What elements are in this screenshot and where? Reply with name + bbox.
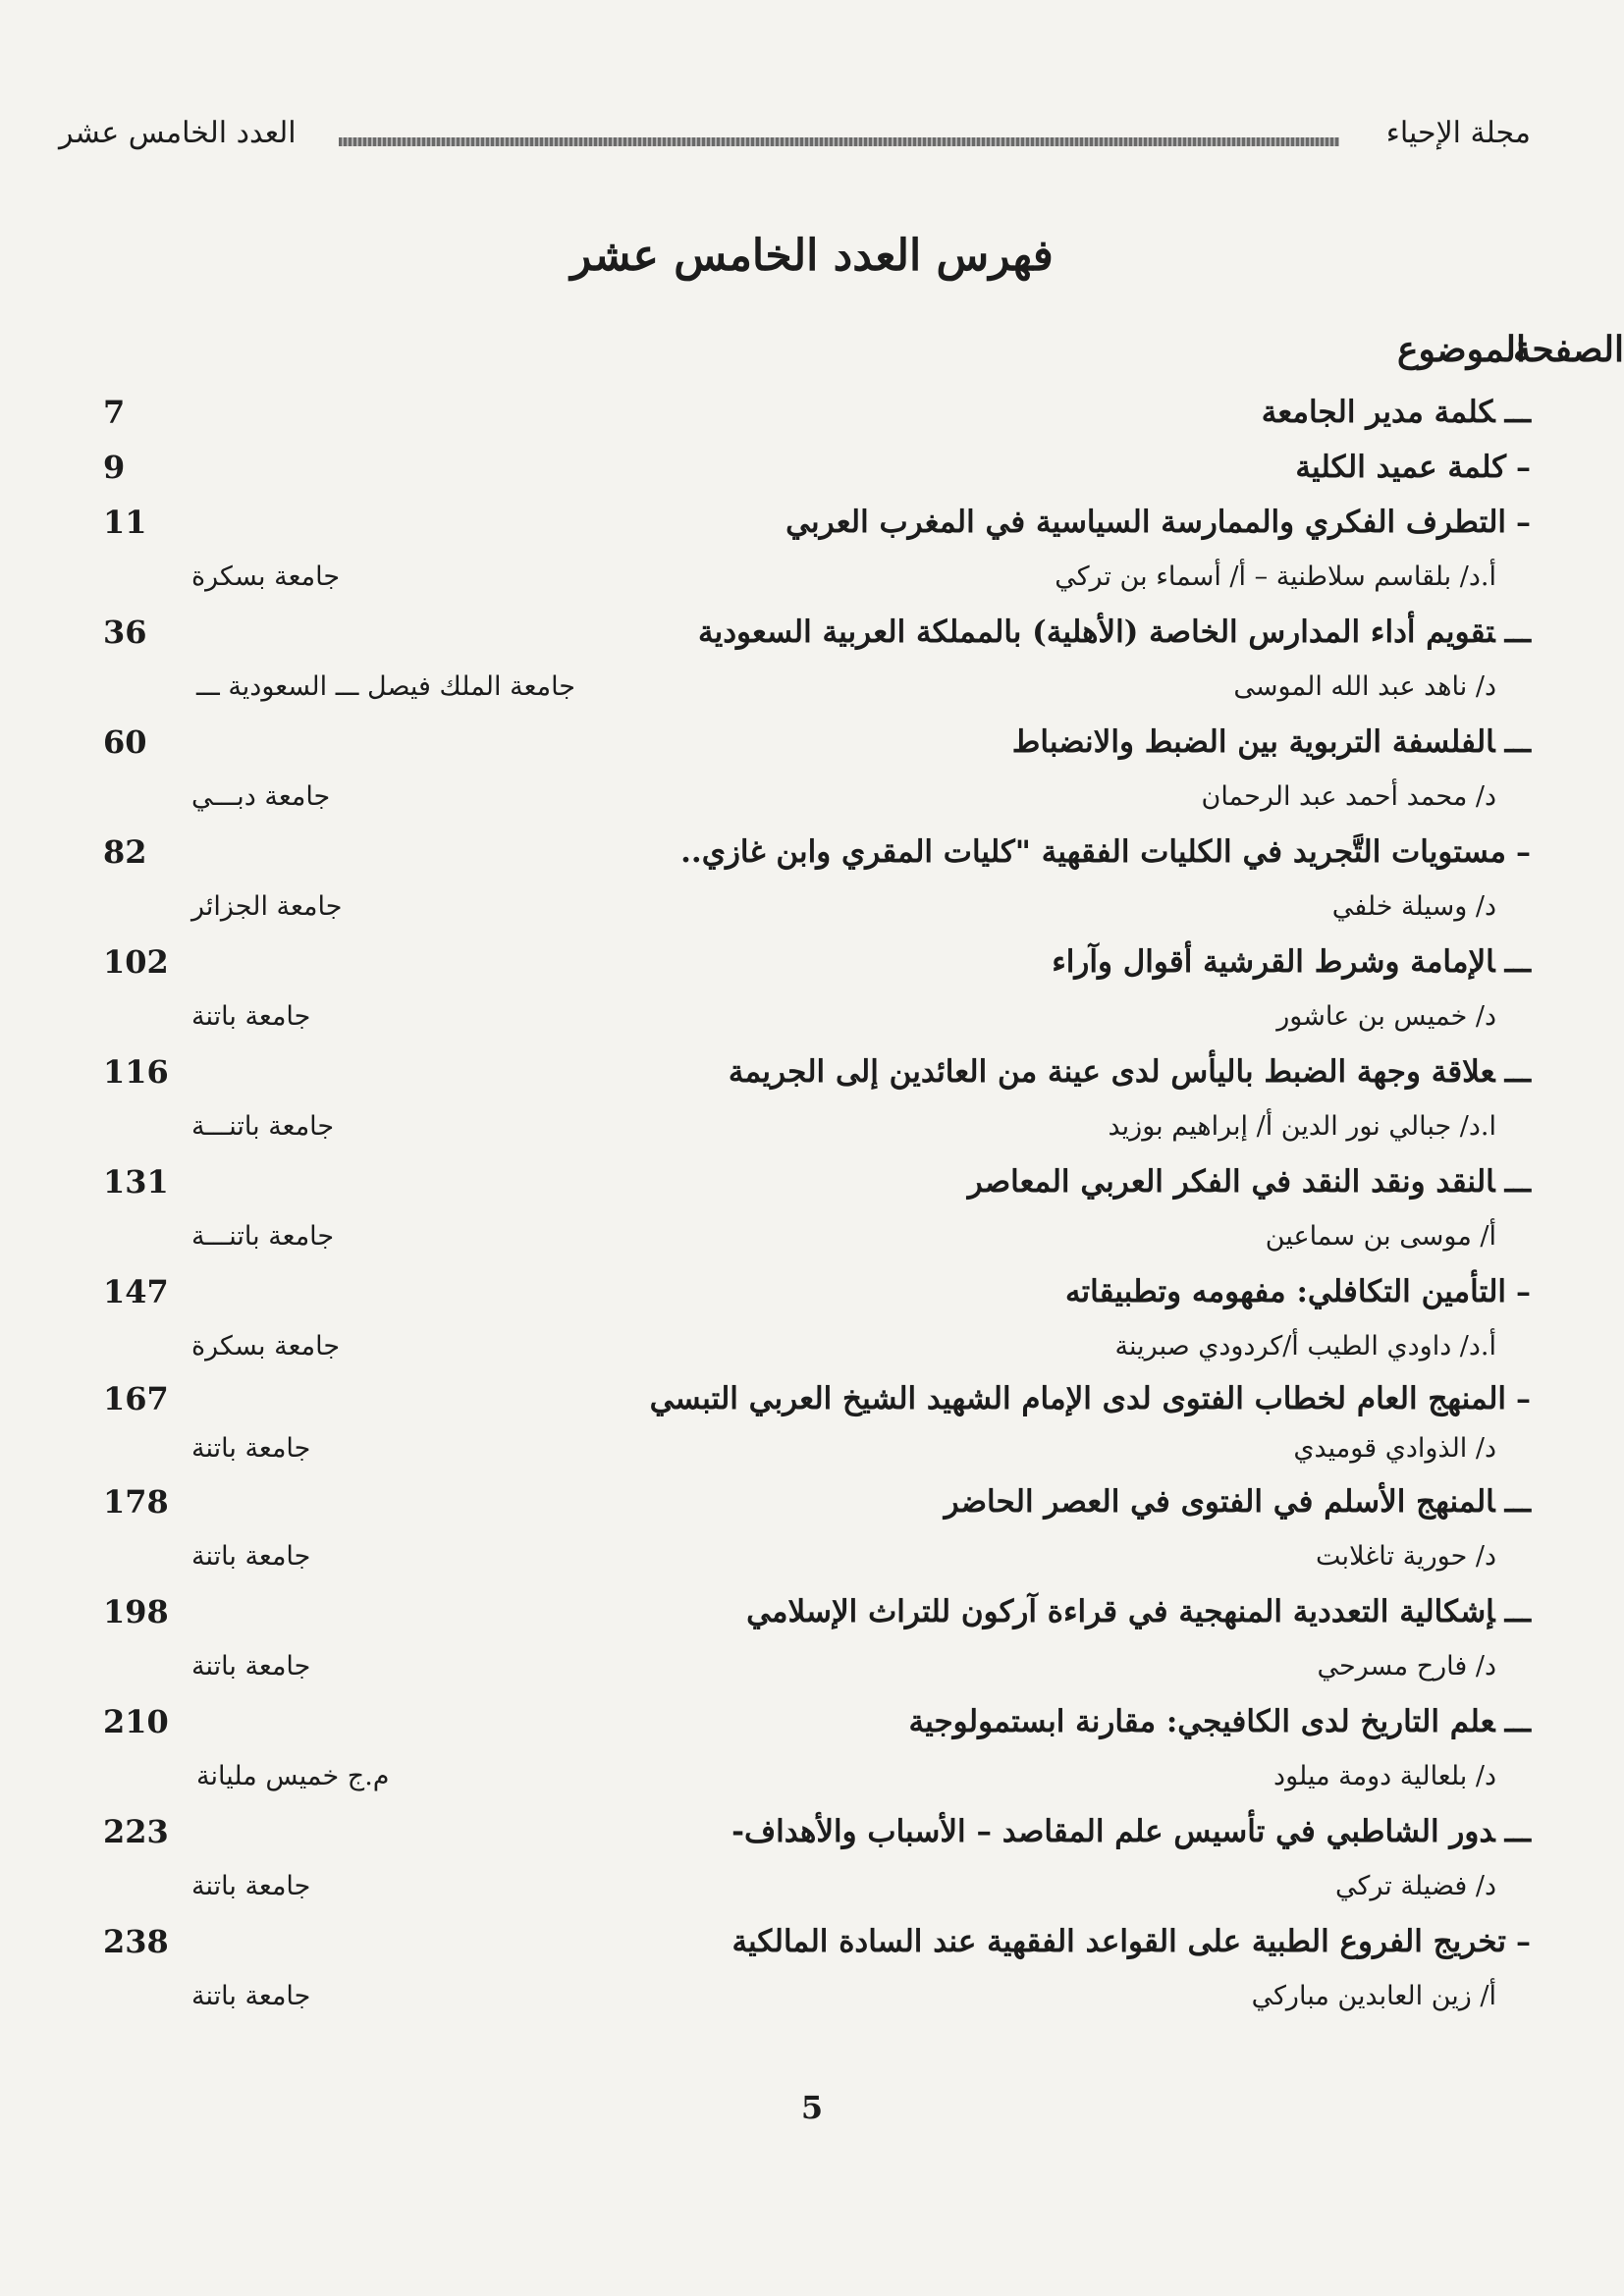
toc-entry: ـــدور الشاطبي في تأسيس علم المقاصد – الأسباب والأهداف- 223 د/ فضيلة تركي جامعة باتنة — [59, 1804, 1531, 1914]
entry-title: دور الشاطبي في تأسيس علم المقاصد – الأسباب والأهداف- — [731, 1814, 1495, 1849]
entry-page: 223 — [103, 1813, 169, 1850]
entry-authors: د/ خميس بن عاشور — [1276, 1001, 1496, 1032]
entry-title: التطرف الفكري والممارسة السياسية في المغرب العربي — [785, 505, 1506, 540]
running-header — [59, 116, 1531, 165]
entry-authors: د/ ناهد عبد الله الموسى — [1233, 671, 1496, 702]
entry-affiliation: جامعة باتنة — [191, 1651, 311, 1682]
entry-page: 131 — [103, 1163, 169, 1201]
entry-authors: د/ وسيلة خلفي — [1331, 891, 1496, 922]
page-title: فهرس العدد الخامس عشر — [570, 231, 1054, 281]
entry-title: علم التاريخ لدى الكافيجي: مقارنة ابستمولوجية — [908, 1704, 1495, 1739]
header-rule — [339, 137, 1339, 146]
toc-entry: –التأمين التكافلي: مفهومه وتطبيقاته 147 أ.د/ داودي الطيب أ/كردودي صبرينة جامعة بسكرة — [59, 1264, 1531, 1374]
entry-page: 238 — [103, 1923, 169, 1960]
toc-entry: ـــعلم التاريخ لدى الكافيجي: مقارنة ابستمولوجية 210 د/ بلعالية دومة ميلود م.ج خميس مليانة — [59, 1694, 1531, 1804]
toc-entry: ـــالمنهج الأسلم في الفتوى في العصر الحاضر 178 د/ حورية تاغلابت جامعة باتنة — [59, 1474, 1531, 1584]
entry-affiliation: جامعة بسكرة — [191, 1331, 341, 1362]
entry-affiliation: جامعة باتنة — [191, 1541, 311, 1572]
entry-title: كلمة عميد الكلية — [1295, 450, 1506, 485]
entry-title: التأمين التكافلي: مفهومه وتطبيقاته — [1064, 1274, 1506, 1309]
toc-entry: –المنهج العام لخطاب الفتوى لدى الإمام الشهيد الشيخ العربي التبسي 167 د/ الذوادي قوميدي جامعة باتنة — [59, 1374, 1531, 1474]
entry-title: تخريج الفروع الطبية على القواعد الفقهية عند السادة المالكية — [731, 1924, 1506, 1959]
entry-affiliation: جامعة باتنة — [191, 1871, 311, 1901]
entry-page: 178 — [103, 1483, 169, 1521]
issue-name: العدد الخامس عشر — [59, 116, 297, 150]
entry-title: الإمامة وشرط القرشية أقوال وآراء — [1052, 944, 1495, 980]
toc-entry: ـــكلمة مدير الجامعة 7 — [59, 385, 1531, 440]
toc-entry: ـــالنقد ونقد النقد في الفكر العربي المعاصر 131 أ/ موسى بن سماعين جامعة باتنـــة — [59, 1154, 1531, 1264]
entry-page: 102 — [103, 943, 169, 981]
entry-page: 167 — [103, 1380, 169, 1417]
page-number: 5 — [800, 2089, 824, 2126]
toc-entry: –كلمة عميد الكلية 9 — [59, 440, 1531, 495]
toc-entry: ـــعلاقة وجهة الضبط باليأس لدى عينة من العائدين إلى الجريمة 116 ا.د/ جبالي نور الدين أ/ إبراهيم بوزيد جامعة باتنـــة — [59, 1044, 1531, 1154]
entry-title: المنهج العام لخطاب الفتوى لدى الإمام الشهيد الشيخ العربي التبسي — [649, 1381, 1506, 1416]
entry-affiliation: جامعة الملك فيصل ـــ السعودية ـــ — [196, 671, 576, 702]
toc-entry: ـــالفلسفة التربوية بين الضبط والانضباط 60 د/ محمد أحمد عبد الرحمان جامعة دبـــي — [59, 715, 1531, 825]
toc-entry: –مستويات التَّجريد في الكليات الفقهية "كليات المقري وابن غازي.. 82 د/ وسيلة خلفي جامعة الجزائر — [59, 825, 1531, 934]
entry-page: 60 — [103, 723, 147, 761]
entry-affiliation: جامعة دبـــي — [191, 781, 331, 812]
entry-page: 198 — [103, 1593, 169, 1630]
entry-authors: أ.د/ بلقاسم سلاطنية – أ/ أسماء بن تركي — [1055, 561, 1496, 592]
entry-title: تقويم أداء المدارس الخاصة (الأهلية) بالمملكة العربية السعودية — [697, 614, 1495, 650]
entry-title: النقد ونقد النقد في الفكر العربي المعاصر — [967, 1164, 1495, 1200]
entry-page: 210 — [103, 1703, 169, 1740]
entry-authors: د/ محمد أحمد عبد الرحمان — [1201, 781, 1496, 812]
entry-title: كلمة مدير الجامعة — [1261, 395, 1495, 430]
entry-authors: د/ فضيلة تركي — [1335, 1871, 1496, 1901]
entry-authors: د/ فارح مسرحي — [1317, 1651, 1496, 1682]
toc-entry: ـــتقويم أداء المدارس الخاصة (الأهلية) بالمملكة العربية السعودية 36 د/ ناهد عبد الله الموسى جامعة الملك فيصل ـــ السعودية ـــ — [59, 605, 1531, 715]
entry-affiliation: جامعة باتنـــة — [191, 1221, 335, 1252]
column-header-topic: الموضوع — [1396, 329, 1526, 370]
entry-affiliation: جامعة باتنة — [191, 1981, 311, 2011]
entry-authors: أ/ زين العابدين مباركي — [1251, 1981, 1496, 2011]
entry-page: 36 — [103, 614, 147, 651]
entry-authors: ا.د/ جبالي نور الدين أ/ إبراهيم بوزيد — [1108, 1111, 1496, 1142]
entry-affiliation: جامعة باتنة — [191, 1433, 311, 1464]
toc-entry: ـــالإمامة وشرط القرشية أقوال وآراء 102 د/ خميس بن عاشور جامعة باتنة — [59, 934, 1531, 1044]
entry-affiliation: جامعة الجزائر — [191, 891, 343, 922]
entry-page: 116 — [103, 1053, 169, 1091]
entry-title: الفلسفة التربوية بين الضبط والانضباط — [1011, 724, 1495, 760]
entry-authors: أ/ موسى بن سماعين — [1265, 1221, 1496, 1252]
entry-title: إشكالية التعددية المنهجية في قراءة آركون للتراث الإسلامي — [746, 1594, 1495, 1629]
entry-page: 11 — [103, 504, 147, 541]
toc-list — [59, 385, 1531, 2024]
toc-entry: –التطرف الفكري والممارسة السياسية في المغرب العربي 11 أ.د/ بلقاسم سلاطنية – أ/ أسماء بن تركي جامعة بسكرة — [59, 495, 1531, 605]
entry-affiliation: م.ج خميس مليانة — [196, 1761, 390, 1791]
entry-title: المنهج الأسلم في الفتوى في العصر الحاضر — [944, 1484, 1495, 1520]
entry-title: مستويات التَّجريد في الكليات الفقهية "كليات المقري وابن غازي.. — [680, 834, 1506, 870]
entry-authors: أ.د/ داودي الطيب أ/كردودي صبرينة — [1114, 1331, 1496, 1362]
entry-page: 147 — [103, 1273, 169, 1310]
entry-title: علاقة وجهة الضبط باليأس لدى عينة من العائدين إلى الجريمة — [728, 1054, 1495, 1090]
entry-affiliation: جامعة باتنـــة — [191, 1111, 335, 1142]
toc-entry: –تخريج الفروع الطبية على القواعد الفقهية عند السادة المالكية 238 أ/ زين العابدين مباركي جامعة باتنة — [59, 1914, 1531, 2024]
entry-authors: د/ حورية تاغلابت — [1316, 1541, 1496, 1572]
entry-affiliation: جامعة بسكرة — [191, 561, 341, 592]
entry-page: 82 — [103, 833, 147, 871]
entry-authors: د/ بلعالية دومة ميلود — [1273, 1761, 1496, 1791]
entry-authors: د/ الذوادي قوميدي — [1293, 1433, 1496, 1464]
toc-entry: ـــإشكالية التعددية المنهجية في قراءة آركون للتراث الإسلامي 198 د/ فارح مسرحي جامعة باتنة — [59, 1584, 1531, 1694]
journal-name: مجلة الإحياء — [1385, 116, 1531, 150]
entry-page: 9 — [103, 449, 126, 486]
entry-affiliation: جامعة باتنة — [191, 1001, 311, 1032]
entry-page: 7 — [103, 394, 126, 431]
column-header-page: الصفحة — [1513, 329, 1624, 370]
